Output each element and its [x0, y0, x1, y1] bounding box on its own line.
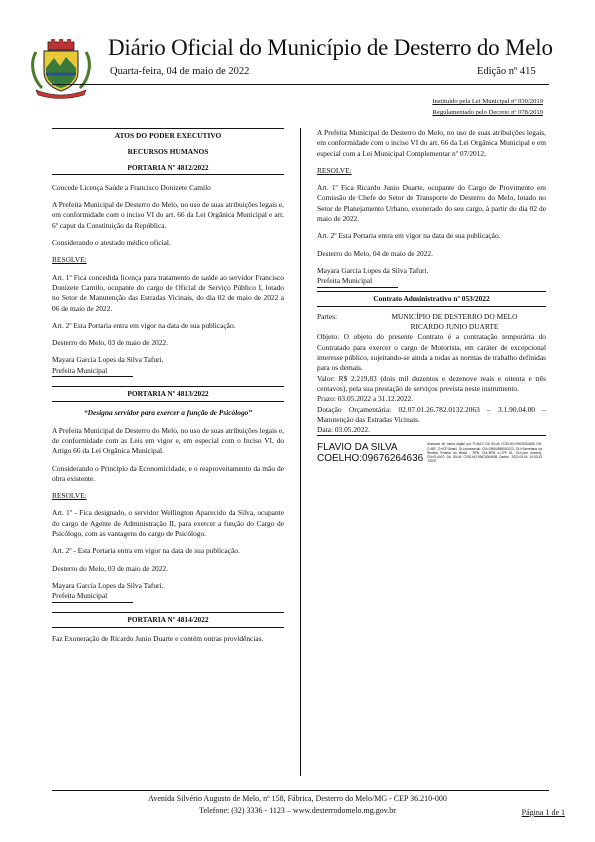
contract-budget: Dotação Orçamentária: 02.07.01.26.782.0132.2063 – 3.1.90.04.00 – Manutenção das Estradas Vicinais.: [317, 404, 546, 424]
party-municipality: MUNICÍPIO DE DESTERRO DO MELO: [391, 311, 518, 321]
footer-phone: Telefone: (32) 3336 - 1123 – www.desterrodomelo.mg.gov.br: [199, 806, 396, 815]
footer-rule: [52, 790, 549, 791]
signer-name: Mayara Garcia Lopes da Silva Tafuri.: [317, 265, 429, 275]
digital-signature-name-line2: COELHO:09676264636: [317, 453, 424, 465]
contract-value: Valor: R$ 2.219,83 (dois mil duzentos e dezenove reais e oitenta e três centavos), pela sua prestação de serviços prevista neste instrumento.: [317, 373, 546, 393]
signer-role: Prefeita Municipal: [317, 276, 398, 287]
portaria-4814-art2: Art. 2º Esta Portaria entra em vigor na data de sua publicação.: [317, 231, 501, 241]
contract-block: [317, 291, 546, 437]
contract-title: Contrato Administrativo nº 053/2022: [317, 294, 546, 307]
portaria-4814-summary: Faz Exoneração de Ricardo Junio Duarte e contém outras providências.: [52, 633, 264, 643]
portaria-4812-resolve: RESOLVE:: [52, 255, 87, 265]
institution-law: Instituído pela Lei Municipal nº 930/2019: [432, 98, 543, 105]
portaria-4814-title: PORTARIA Nº 4814/2022: [52, 612, 284, 628]
portaria-4813-resolve: RESOLVE:: [52, 491, 87, 501]
portaria-4814-body1: A Prefeita Municipal de Desterro do Melo, no uso de suas atribuições legais, em conformidade com o inciso VI do art. 66 da Lei Orgânica Municipal e em especial com a Lei Municipal Complementar nº 07/2012,: [317, 128, 546, 158]
signer-role: Prefeita Municipal: [52, 591, 133, 602]
digital-signature: [317, 442, 546, 464]
footer-address: Avenida Silvério Augusto de Melo, nº 158, Fábrica, Desterro do Melo/MG - CEP 36.210-000: [148, 794, 447, 803]
regulation-decree: Regulamentado pelo Decreto nº 078/2019: [432, 109, 543, 116]
column-divider: [300, 128, 301, 776]
portaria-4814-resolve: RESOLVE:: [317, 165, 352, 175]
portaria-4812-art1: Art. 1º Fica concedida licença para tratamento de saúde ao servidor Francisco Donizete Camilo, ocupante do cargo de Oficial de Serviço Público I, lotado no Setor de Manutenção das Estradas Vicinais, do dia 02 de maio de 2022 a 06 de maio de 2022.: [52, 272, 284, 313]
portaria-4813-title: PORTARIA Nº 4813/2022: [52, 386, 284, 402]
page-number: Página 1 de 1: [521, 808, 565, 817]
portaria-4812-place-date: Desterro do Melo, 03 de maio de 2022.: [52, 338, 168, 348]
portaria-4813-art2: Art. 2º - Esta Portaria entra em vigor na data de sua publicação.: [52, 546, 240, 556]
portaria-4812-body1: A Prefeita Municipal de Desterro do Melo, no uso de suas atribuições legais e, em conformidade com o inciso VI do art. 66 da Lei Orgânica Municipal e art. 6º caput da Constituição da República.: [52, 200, 284, 230]
left-column: [52, 128, 284, 651]
parties-label: Partes:: [317, 311, 338, 321]
subsection-heading: RECURSOS HUMANOS: [127, 147, 209, 157]
portaria-4813-signature: [52, 581, 284, 603]
digital-signature-details: Assinado de forma digital por FLAVIO DA SILVA COELHO:09676264636 DN: C=BR, O=ICP-Brasil, OU=presencial, OU=26994558000123, OU=Secretaria da Receita Federal do Brasil - RFB, OU=RFB e-CPF A1, OU=(em branco), CN=FLAVIO DA SILVA COELHO:09676264636 Dados: 2022.05.04 10:03:42 -03'00': [427, 442, 542, 464]
header-rule: [52, 84, 549, 85]
contract-date: Data: 03.05.2022.: [317, 425, 370, 435]
page-title: Diário Oficial do Município de Desterro do Melo: [108, 35, 553, 60]
party-contractor: RICARDO JUNIO DUARTE: [410, 322, 499, 332]
institution-info: [432, 96, 543, 118]
contract-parties: [317, 312, 546, 333]
section-heading: ATOS DO PODER EXECUTIVO: [52, 128, 284, 143]
portaria-4814-place-date: Desterro do Melo, 04 de maio de 2022.: [317, 248, 433, 258]
portaria-4813-body1: A Prefeita Municipal de Desterro do Melo, no uso de suas atribuições legais e, de conformidade com as Leis em vigor e, em especial com o Inciso VI, do Artigo 66 da Lei Orgânica Municipal.: [52, 425, 284, 456]
portaria-4812-title: PORTARIA Nº 4812/2022: [52, 163, 284, 175]
portaria-4812-summary: Concede Licença Saúde a Francisco Donizete Camilo: [52, 182, 211, 192]
portaria-4812-signature: [52, 355, 284, 377]
parties-values: [363, 312, 546, 333]
signer-name: Mayara Garcia Lopes da Silva Tafuri.: [52, 355, 164, 365]
contract-term: Prazo: 03.05.2022 a 31.12.2022.: [317, 394, 414, 404]
right-column: [317, 128, 546, 464]
portaria-4812-art2: Art. 2º Esta Portaria entra em vigor na data de sua publicação.: [52, 320, 236, 330]
portaria-4814-art1: Art. 1º Fica Ricardo Junio Duarte, ocupante do Cargo de Provimento em Comissão de Chefe do Setor de Transporte de Desterro do Melo, lotado no Setor de Planejamento Urbano, exonerado do seu cargo, à partir do dia 02 de maio de 2022.: [317, 183, 546, 224]
publication-date: Quarta-feira, 04 de maio de 2022: [110, 66, 250, 77]
contract-object: Objeto: O objeto do presente Contrato é a contratação temporária do Contratado para exercer o cargo de Motorista, em caráter de excepcional interesse público, sujeitando-se ainda a todas as normas de trabalho definidas para os demais.: [317, 332, 546, 373]
edition-number: Edição nº 415: [477, 66, 536, 77]
digital-signature-name-line1: FLAVIO DA SILVA: [317, 442, 398, 454]
signer-role: Prefeita Municipal: [52, 366, 133, 377]
digital-signature-name: [317, 442, 427, 464]
signer-name: Mayara Garcia Lopes da Silva Tafuri.: [52, 580, 164, 590]
portaria-4812-body2: Considerando o atestado médico oficial.: [52, 238, 171, 248]
portaria-4813-summary: “Designa servidor para exercer a função de Psicólogo”: [83, 408, 253, 418]
portaria-4814-signature: [317, 266, 546, 288]
portaria-4813-body2: Considerando o Princípio da Economicidade, e o reaproveitamento da mão de obra existente.: [52, 463, 284, 483]
portaria-4813-place-date: Desterro do Melo, 03 de maio de 2022.: [52, 563, 168, 573]
coat-of-arms-logo: [28, 38, 94, 100]
portaria-4813-art1: Art. 1º - Fica designado, o servidor Wellington Aparecido da Silva, ocupante do cargo de Agente de Administração II, para exercer a função do Cargo de Psicólogo, com as vantagens do cargo de Psicólogo.: [52, 508, 284, 539]
